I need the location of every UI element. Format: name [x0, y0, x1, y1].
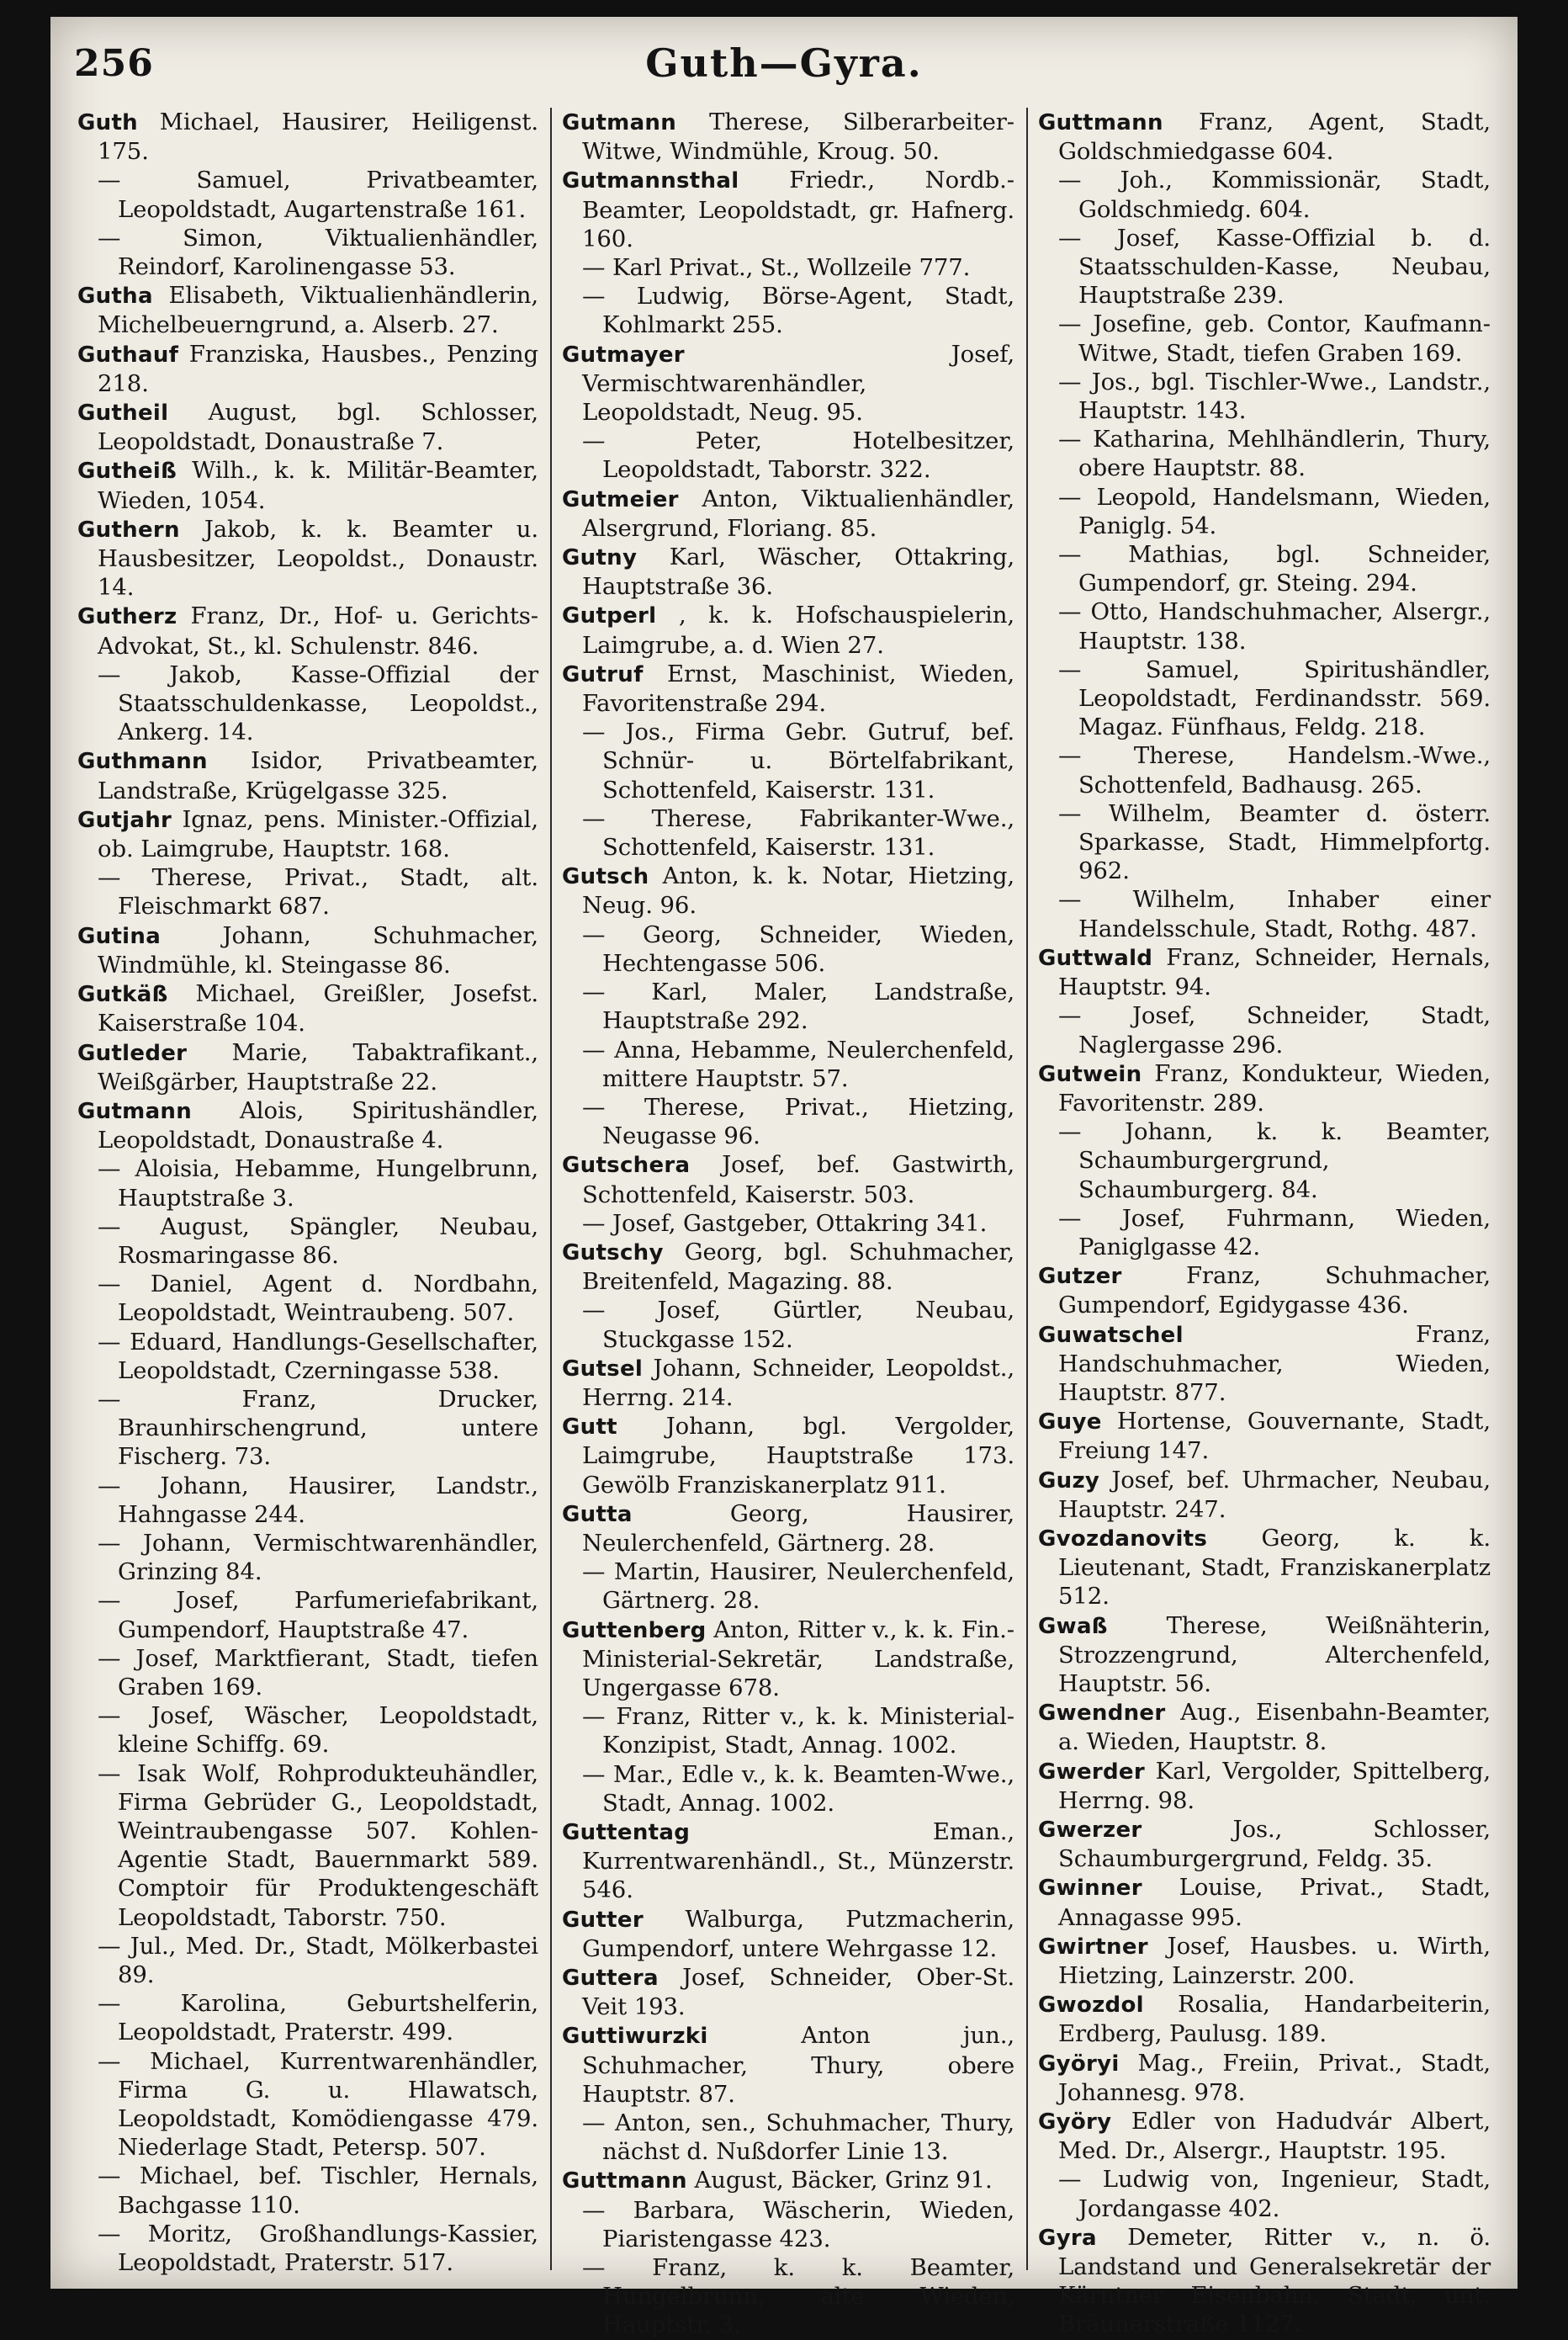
directory-entry	[77, 224, 538, 281]
entry-surname: Gutruf	[562, 661, 644, 687]
entry-text: Eman., Kurrentwarenhändl., St., Münzerstr. 546.	[582, 1817, 1014, 1904]
entry-surname: Gwinner	[1038, 1876, 1142, 1902]
entry-text: — Josef, Wäscher, Leopoldstadt, kleine Schiffg. 69.	[98, 1702, 538, 1759]
entry-surname: Guttenberg	[562, 1617, 707, 1643]
directory-entry	[562, 1499, 1014, 1557]
directory-entry	[1038, 368, 1491, 425]
entry-surname: Gutmannsthal	[562, 168, 739, 194]
directory-entry	[77, 1270, 538, 1327]
directory-entry	[1038, 1611, 1491, 1699]
directory-entry	[562, 2109, 1014, 2166]
entry-text: — Michael, Kurrentwarenhändler, Firma G. u. Hlawatsch, Leopoldstadt, Komödiengasse 479. Niederlage Stadt, Petersp. 507.	[98, 2047, 538, 2162]
entry-text: Karl, Wäscher, Ottakring, Hauptstraße 36.	[582, 544, 1014, 601]
directory-entry	[1038, 597, 1491, 655]
entry-text: Josef, Vermischtwarenhändler, Leopoldstadt, Neug. 95.	[582, 340, 1014, 427]
directory-entry	[1038, 1204, 1491, 1261]
directory-entry	[562, 1296, 1014, 1353]
entry-surname: Gwaß	[1038, 1613, 1108, 1639]
entry-text: — Jos., Firma Gebr. Gutruf, bef. Schnür- u. Börtelfabrikant, Schottenfeld, Kaiserstr. 131.	[582, 719, 1014, 804]
entry-surname: Gutjahr	[77, 807, 172, 833]
entry-text: — Martin, Hausirer, Neulerchenfeld, Gärtnerg. 28.	[582, 1558, 1014, 1615]
entry-text: — Mar., Edle v., k. k. Beamten-Wwe., Stadt, Annag. 1002.	[582, 1760, 1014, 1817]
directory-entry	[1038, 1320, 1491, 1408]
entry-surname: Guttwald	[1038, 945, 1153, 971]
entry-text: Anton, Ritter v., k. k. Fin.-Ministerial-Sekretär, Landstraße, Ungergasse 678.	[582, 1616, 1014, 1701]
entry-surname: Guthern	[77, 517, 180, 543]
directory-entry	[1038, 885, 1491, 942]
entry-surname: Guth	[77, 110, 138, 135]
entry-text: Walburga, Putzmacherin, Gumpendorf, untere Wehrgasse 12.	[582, 1905, 1014, 1962]
directory-entry	[1038, 1698, 1491, 1756]
entry-text: — Therese, Privat., Hietzing, Neugasse 96.	[582, 1093, 1014, 1150]
entry-surname: Gutt	[562, 1414, 617, 1441]
directory-entry	[562, 978, 1014, 1035]
entry-surname: Gwerder	[1038, 1759, 1145, 1785]
entry-surname: Gyra	[1038, 2225, 1097, 2251]
directory-entry	[77, 921, 538, 979]
running-title: Guth—Gyra.	[645, 40, 923, 86]
entry-text: — Josef, Marktfierant, Stadt, tiefen Graben 169.	[98, 1644, 538, 1701]
directory-entry	[77, 166, 538, 223]
directory-entry	[1038, 1117, 1491, 1204]
entry-text: Louise, Privat., Stadt, Annagasse 995.	[1058, 1874, 1491, 1931]
directory-entry	[562, 1354, 1014, 1412]
entry-text: Georg, Hausirer, Neulerchenfeld, Gärtnerg. 28.	[582, 1499, 1014, 1557]
entry-text: — Johann, Vermischtwarenhändler, Grinzing 84.	[98, 1529, 538, 1586]
directory-entry	[1038, 943, 1491, 1001]
entry-text: — Johann, k. k. Beamter, Schaumburgergrund, Schaumburgerg. 84.	[1058, 1118, 1491, 1203]
directory-entry	[562, 862, 1014, 920]
entry-surname: Gutmayer	[562, 342, 685, 368]
entry-text: — Samuel, Spiritushändler, Leopoldstadt, Ferdinandsstr. 569. Magaz. Fünfhaus, Feldg. 218.	[1058, 655, 1491, 741]
entry-surname: Gutta	[562, 1501, 633, 1527]
entry-surname: Gutkäß	[77, 982, 168, 1008]
entry-surname: Gutleder	[77, 1040, 188, 1066]
directory-entry	[77, 805, 538, 863]
directory-entry	[77, 1328, 538, 1385]
directory-entry	[77, 1385, 538, 1472]
directory-entry	[1038, 166, 1491, 223]
entry-text: — Jul., Med. Dr., Stadt, Mölkerbastei 89.	[98, 1932, 538, 1988]
entry-surname: Guye	[1038, 1409, 1102, 1435]
directory-entry	[77, 2220, 538, 2277]
entry-text: — Karolina, Geburtshelferin, Leopoldstadt, Praterstr. 499.	[98, 1990, 538, 2046]
entry-surname: Gwendner	[1038, 1701, 1166, 1727]
entry-text: — Peter, Hotelbesitzer, Leopoldstadt, Taborstr. 322.	[582, 427, 1014, 484]
directory-entry	[77, 1096, 538, 1154]
entry-text: — Franz, Ritter v., k. k. Ministerial-Konzipist, Stadt, Annag. 1002.	[582, 1703, 1014, 1759]
entry-text: Franz, Agent, Stadt, Goldschmiedgasse 604.	[1058, 109, 1491, 166]
directory-entry	[562, 253, 1014, 282]
directory-entry	[77, 661, 538, 747]
entry-surname: Gutina	[77, 923, 162, 949]
entry-text: Marie, Tabaktrafikant., Weißgärber, Hauptstraße 22.	[98, 1038, 538, 1096]
entry-surname: Gutsch	[562, 864, 649, 890]
directory-entry	[1038, 1466, 1491, 1524]
directory-entry	[562, 2196, 1014, 2253]
directory-entry	[1038, 224, 1491, 310]
directory-entry	[1038, 310, 1491, 367]
column-1	[74, 108, 550, 2277]
entry-text: Josef, Hausbes. u. Wirth, Hietzing, Lainzerstr. 200.	[1058, 1932, 1491, 1989]
directory-entry	[1038, 1932, 1491, 1990]
entry-surname: Guttera	[562, 1966, 659, 1991]
directory-entry	[1038, 1001, 1491, 1059]
entry-text: Josef, bef. Gastwirth, Schottenfeld, Kaiserstr. 503.	[582, 1151, 1014, 1208]
entry-text: — Georg, Schneider, Wieden, Hechtengasse 506.	[582, 921, 1014, 977]
entry-text: — Therese, Fabrikanter-Wwe., Schottenfeld, Kaiserstr. 131.	[582, 804, 1014, 862]
directory-entry	[1038, 483, 1491, 540]
entry-text: Karl, Vergolder, Spittelberg, Herrng. 98.	[1058, 1757, 1491, 1814]
directory-entry	[77, 1529, 538, 1586]
entry-text: — Moritz, Großhandlungs-Kassier, Leopoldstadt, Praterstr. 517.	[98, 2220, 538, 2277]
entry-text: — Aloisia, Hebamme, Hungelbrunn, Hauptstraße 3.	[98, 1155, 538, 1212]
entry-text: Friedr., Nordb.-Beamter, Leopoldstadt, gr. Hafnerg. 160.	[582, 167, 1014, 252]
directory-entry	[562, 1817, 1014, 1905]
directory-entry	[562, 1905, 1014, 1963]
entry-text: Johann, Schneider, Leopoldst., Herrng. 214.	[582, 1354, 1014, 1411]
directory-entry	[1038, 2165, 1491, 2222]
directory-entry	[562, 1412, 1014, 1499]
entry-text: — Jos., bgl. Tischler-Wwe., Landstr., Hauptstr. 143.	[1058, 368, 1491, 425]
directory-entry	[562, 1150, 1014, 1208]
directory-entry	[77, 1212, 538, 1270]
entry-text: — Franz, k. k. Beamter, Hungelbrunn, alte Wieden, Hauptstr. 3.	[582, 2254, 1014, 2339]
directory-entry	[562, 1616, 1014, 1703]
entry-text: — Jakob, Kasse-Offizial der Staatsschuldenkasse, Leopoldst., Ankerg. 14.	[98, 661, 538, 746]
directory-entry	[1038, 655, 1491, 742]
entry-text: — Barbara, Wäscherin, Wieden, Piaristengasse 423.	[582, 2196, 1014, 2252]
entry-surname: Guzy	[1038, 1467, 1100, 1494]
entry-text: Elisabeth, Viktualienhändlerin, Michelbeuerngrund, a. Alserb. 27.	[98, 282, 538, 339]
directory-entry	[77, 1759, 538, 1932]
entry-text: — Leopold, Handelsmann, Wieden, Paniglg. 54.	[1058, 483, 1491, 539]
entry-text: — Otto, Handschuhmacher, Alsergr., Hauptstr. 138.	[1058, 598, 1491, 655]
entry-surname: Gutmeier	[562, 486, 679, 512]
entry-text: — Daniel, Agent d. Nordbahn, Leopoldstadt, Weintraubeng. 507.	[98, 1271, 538, 1327]
entry-text: Ernst, Maschinist, Wieden, Favoritenstraße 294.	[582, 660, 1015, 718]
directory-entry	[562, 282, 1014, 339]
entry-text: — Josef, Schneider, Stadt, Naglergasse 296.	[1058, 1002, 1491, 1059]
entry-text: Michael, Hausirer, Heiligenst. 175.	[98, 109, 538, 166]
directory-entry	[1038, 1059, 1491, 1117]
directory-entry	[77, 1701, 538, 1759]
page-number: 256	[74, 42, 154, 85]
directory-entry	[1038, 2049, 1491, 2107]
directory-entry	[77, 746, 538, 804]
directory-entry	[77, 108, 538, 166]
entry-text: Michael, Greißler, Josefst. Kaiserstraße 104.	[98, 980, 538, 1037]
entry-text: Franziska, Hausbes., Penzing 218.	[98, 340, 538, 397]
entry-text: Franz, Schuhmacher, Gumpendorf, Egidygasse 436.	[1058, 1262, 1491, 1319]
directory-entry	[77, 1154, 538, 1212]
entry-text: Anton, Viktualienhändler, Alsergrund, Floriang. 85.	[582, 485, 1014, 542]
directory-entry	[77, 456, 538, 514]
directory-entry	[1038, 1261, 1491, 1319]
entry-text: Rosalia, Handarbeiterin, Erdberg, Paulusg. 189.	[1058, 1991, 1491, 2048]
entry-text: Alois, Spiritushändler, Leopoldstadt, Donaustraße 4.	[98, 1096, 538, 1154]
entry-text: — Josef, Kasse-Offizial b. d. Staatsschulden-Kasse, Neubau, Hauptstraße 239.	[1058, 224, 1491, 310]
directory-entry	[562, 340, 1014, 427]
entry-text: Georg, bgl. Schuhmacher, Breitenfeld, Magazing. 88.	[582, 1238, 1014, 1296]
entry-surname: Gutter	[562, 1907, 644, 1933]
entry-surname: Gutsel	[562, 1356, 644, 1382]
entry-text: — Therese, Handelsm.-Wwe., Schottenfeld, Badhausg. 265.	[1058, 742, 1491, 799]
directory-columns	[74, 108, 1504, 2339]
entry-surname: Györyi	[1038, 2051, 1120, 2077]
directory-entry	[1038, 741, 1491, 799]
entry-surname: Gwozdol	[1038, 1992, 1144, 2019]
directory-entry	[1038, 1407, 1491, 1465]
directory-entry	[77, 1989, 538, 2046]
entry-surname: Gutny	[562, 545, 638, 571]
entry-surname: Gutmann	[562, 110, 677, 135]
directory-entry	[77, 515, 538, 602]
entry-text: — Josef, Parfumeriefabrikant, Gumpendorf, Hauptstraße 47.	[98, 1587, 538, 1643]
entry-surname: Gwirtner	[1038, 1934, 1148, 1960]
directory-entry	[562, 1036, 1014, 1093]
directory-entry	[562, 543, 1014, 601]
entry-text: Georg, k. k. Lieutenant, Stadt, Franziskanerplatz 512.	[1058, 1524, 1491, 1610]
directory-entry	[77, 281, 538, 339]
entry-text: Josef, Schneider, Ober-St. Veit 193.	[582, 1964, 1014, 2021]
entry-text: Aug., Eisenbahn-Beamter, a. Wieden, Hauptstr. 8.	[1058, 1699, 1491, 1756]
entry-text: Mag., Freiin, Privat., Stadt, Johannesg. 978.	[1058, 2049, 1491, 2106]
entry-text: — Joh., Kommissionär, Stadt, Goldschmiedg. 604.	[1058, 167, 1491, 223]
directory-entry	[77, 1644, 538, 1701]
directory-entry	[1038, 425, 1491, 482]
entry-text: — Josefine, geb. Contor, Kaufmann-Witwe, Stadt, tiefen Graben 169.	[1058, 310, 1491, 367]
entry-text: Wilh., k. k. Militär-Beamter, Wieden, 1054.	[98, 457, 538, 514]
directory-entry	[562, 166, 1014, 253]
directory-entry	[77, 2162, 538, 2219]
entry-surname: Gutheil	[77, 401, 169, 427]
entry-text: Josef, bef. Uhrmacher, Neubau, Hauptstr. 247.	[1058, 1466, 1491, 1523]
entry-text: — August, Spängler, Neubau, Rosmaringasse 86.	[98, 1212, 538, 1269]
directory-entry	[77, 1586, 538, 1643]
entry-text: Johann, Schuhmacher, Windmühle, kl. Steingasse 86.	[98, 921, 538, 979]
entry-text: August, Bäcker, Grinz 91.	[694, 2167, 993, 2194]
directory-entry	[562, 1209, 1014, 1238]
entry-text: Therese, Weißnähterin, Strozzengrund, Alterchenfeld, Hauptstr. 56.	[1058, 1611, 1491, 1697]
directory-entry	[77, 398, 538, 456]
entry-text: Jos., Schlosser, Schaumburgergrund, Feldg. 35.	[1058, 1815, 1491, 1873]
directory-entry	[562, 108, 1014, 166]
entry-surname: Gwerzer	[1038, 1817, 1142, 1843]
directory-entry	[77, 979, 538, 1037]
entry-text: Anton, k. k. Notar, Hietzing, Neug. 96.	[582, 862, 1014, 920]
directory-entry	[562, 1093, 1014, 1150]
entry-surname: Guttmann	[562, 2168, 687, 2194]
entry-text: Hortense, Gouvernante, Stadt, Freiung 147.	[1058, 1408, 1491, 1465]
directory-entry	[562, 2021, 1014, 2109]
entry-text: — Anna, Hebamme, Neulerchenfeld, mittere Hauptstr. 57.	[582, 1036, 1014, 1092]
directory-entry	[562, 921, 1014, 978]
entry-text: — Therese, Privat., Stadt, alt. Fleischmarkt 687.	[98, 864, 538, 921]
directory-page	[50, 17, 1518, 2339]
entry-surname: Guthmann	[77, 749, 208, 775]
entry-text: — Karl, Maler, Landstraße, Hauptstraße 292.	[582, 979, 1014, 1035]
entry-text: — Simon, Viktualienhändler, Reindorf, Karolinengasse 53.	[98, 224, 538, 281]
directory-entry	[1038, 1873, 1491, 1931]
entry-text: Ignaz, pens. Minister.-Offizial, ob. Laimgrube, Hauptstr. 168.	[98, 805, 539, 863]
page-header	[50, 17, 1518, 109]
directory-entry	[562, 1760, 1014, 1817]
entry-surname: Gutzer	[1038, 1264, 1122, 1290]
entry-text: — Josef, Gürtler, Neubau, Stuckgasse 152.	[582, 1297, 1014, 1353]
entry-surname: Gutheiß	[77, 459, 177, 485]
directory-entry	[77, 1932, 538, 1989]
entry-text: Edler von Hadudvár Albert, Med. Dr., Alsergr., Hauptstr. 195.	[1058, 2108, 1491, 2165]
entry-text: — Franz, Drucker, Braunhirschengrund, untere Fischerg. 73.	[98, 1385, 538, 1471]
entry-text: — Samuel, Privatbeamter, Leopoldstadt, Augartenstraße 161.	[98, 167, 538, 223]
entry-text: — Michael, bef. Tischler, Hernals, Bachgasse 110.	[98, 2162, 538, 2219]
column-3	[1026, 108, 1502, 2338]
entry-text: — Josef, Fuhrmann, Wieden, Paniglgasse 42.	[1058, 1204, 1491, 1260]
entry-surname: Gutherz	[77, 604, 177, 630]
entry-text: Franz, Handschuhmacher, Wieden, Hauptstr. 877.	[1058, 1320, 1491, 1406]
directory-entry	[562, 1238, 1014, 1296]
entry-surname: Gutschera	[562, 1153, 691, 1179]
column-2	[550, 108, 1026, 2339]
directory-entry	[562, 2253, 1014, 2340]
directory-entry	[77, 1038, 538, 1096]
directory-entry	[562, 660, 1014, 718]
entry-text: August, bgl. Schlosser, Leopoldstadt, Donaustraße 7.	[98, 399, 538, 456]
entry-surname: Guttmann	[1038, 110, 1163, 135]
entry-surname: Gutschy	[562, 1239, 664, 1266]
directory-entry	[1038, 1757, 1491, 1815]
entry-text: Johann, bgl. Vergolder, Laimgrube, Hauptstraße 173. Gewölb Franziskanerplatz 911.	[582, 1413, 1014, 1499]
entry-text: — Wilhelm, Inhaber einer Handelsschule, Stadt, Rothg. 487.	[1058, 886, 1491, 942]
directory-entry	[1038, 540, 1491, 597]
entry-text: Franz, Schneider, Hernals, Hauptstr. 94.	[1058, 943, 1491, 1001]
entry-text: — Ludwig, Börse-Agent, Stadt, Kohlmarkt 255.	[582, 283, 1014, 339]
directory-entry	[562, 718, 1014, 804]
directory-entry	[562, 1963, 1014, 2021]
entry-text: — Mathias, bgl. Schneider, Gumpendorf, gr. Steing. 294.	[1058, 541, 1491, 597]
entry-text: — Josef, Gastgeber, Ottakring 341.	[582, 1209, 988, 1237]
entry-surname: Gutwein	[1038, 1061, 1142, 1087]
directory-entry	[562, 2166, 1014, 2195]
entry-surname: Gutperl	[562, 603, 657, 629]
directory-entry	[1038, 108, 1491, 166]
entry-text: Franz, Dr., Hof- u. Gerichts-Advokat, St., kl. Schulenstr. 846.	[98, 602, 538, 660]
entry-text: Anton jun., Schuhmacher, Thury, obere Hauptstr. 87.	[582, 2022, 1014, 2108]
directory-entry	[562, 804, 1014, 862]
entry-surname: Guttiwurzki	[562, 2024, 708, 2050]
directory-entry	[562, 1557, 1014, 1615]
directory-entry	[1038, 1815, 1491, 1873]
directory-entry	[562, 427, 1014, 484]
directory-entry	[1038, 2223, 1491, 2339]
entry-text: Jakob, k. k. Beamter u. Hausbesitzer, Leopoldst., Donaustr. 14.	[98, 515, 538, 602]
entry-text: Demeter, Ritter v., n. ö. Landstand und Generalsekretär der Kärntner Eisenbahn, Stadt, unt. Bräunerstraße 1127.	[1058, 2223, 1491, 2338]
entry-text: — Karl Privat., St., Wollzeile 777.	[582, 254, 971, 282]
entry-text: — Isak Wolf, Rohprodukteuhändler, Firma Gebrüder G., Leopoldstadt, Weintraubengasse 507. Kohlen-Agentie Stadt, Bauernmarkt 589. Comptoir für Produktengeschäft Leopoldstadt, Taborstr. 750.	[98, 1759, 538, 1931]
directory-entry	[562, 601, 1014, 659]
directory-entry	[1038, 1990, 1491, 2048]
entry-surname: Guwatschel	[1038, 1322, 1184, 1348]
entry-text: , k. k. Hofschauspielerin, Laimgrube, a. d. Wien 27.	[582, 602, 1014, 659]
directory-entry	[77, 1472, 538, 1529]
directory-entry	[1038, 1524, 1491, 1611]
entry-text: — Johann, Hausirer, Landstr., Hahngasse 244.	[98, 1472, 538, 1528]
entry-text: — Eduard, Handlungs-Gesellschafter, Leopoldstadt, Czerningasse 538.	[98, 1328, 538, 1384]
directory-entry	[1038, 2107, 1491, 2165]
directory-entry	[562, 1702, 1014, 1759]
directory-entry	[77, 2047, 538, 2162]
entry-text: — Anton, sen., Schuhmacher, Thury, nächst d. Nußdorfer Linie 13.	[582, 2109, 1014, 2166]
entry-surname: Guttentag	[562, 1819, 691, 1845]
entry-surname: Guthauf	[77, 342, 179, 368]
entry-surname: Györy	[1038, 2109, 1112, 2136]
directory-entry	[77, 863, 538, 921]
directory-entry	[562, 485, 1014, 543]
entry-text: — Katharina, Mehlhändlerin, Thury, obere Hauptstr. 88.	[1058, 426, 1491, 482]
directory-entry	[1038, 799, 1491, 886]
directory-entry	[77, 602, 538, 660]
entry-surname: Gvozdanovits	[1038, 1526, 1208, 1552]
entry-text: Franz, Kondukteur, Wieden, Favoritenstr. 289.	[1058, 1059, 1491, 1117]
entry-surname: Gutha	[77, 284, 153, 310]
entry-text: Isidor, Privatbeamter, Landstraße, Krügelgasse 325.	[98, 747, 538, 804]
entry-text: Therese, Silberarbeiter-Witwe, Windmühle, Kroug. 50.	[582, 109, 1014, 166]
entry-text: — Ludwig von, Ingenieur, Stadt, Jordangasse 402.	[1058, 2166, 1491, 2222]
entry-text: — Wilhelm, Beamter d. österr. Sparkasse, Stadt, Himmelpfortg. 962.	[1058, 799, 1491, 885]
directory-entry	[77, 340, 538, 398]
entry-surname: Gutmann	[77, 1098, 193, 1124]
